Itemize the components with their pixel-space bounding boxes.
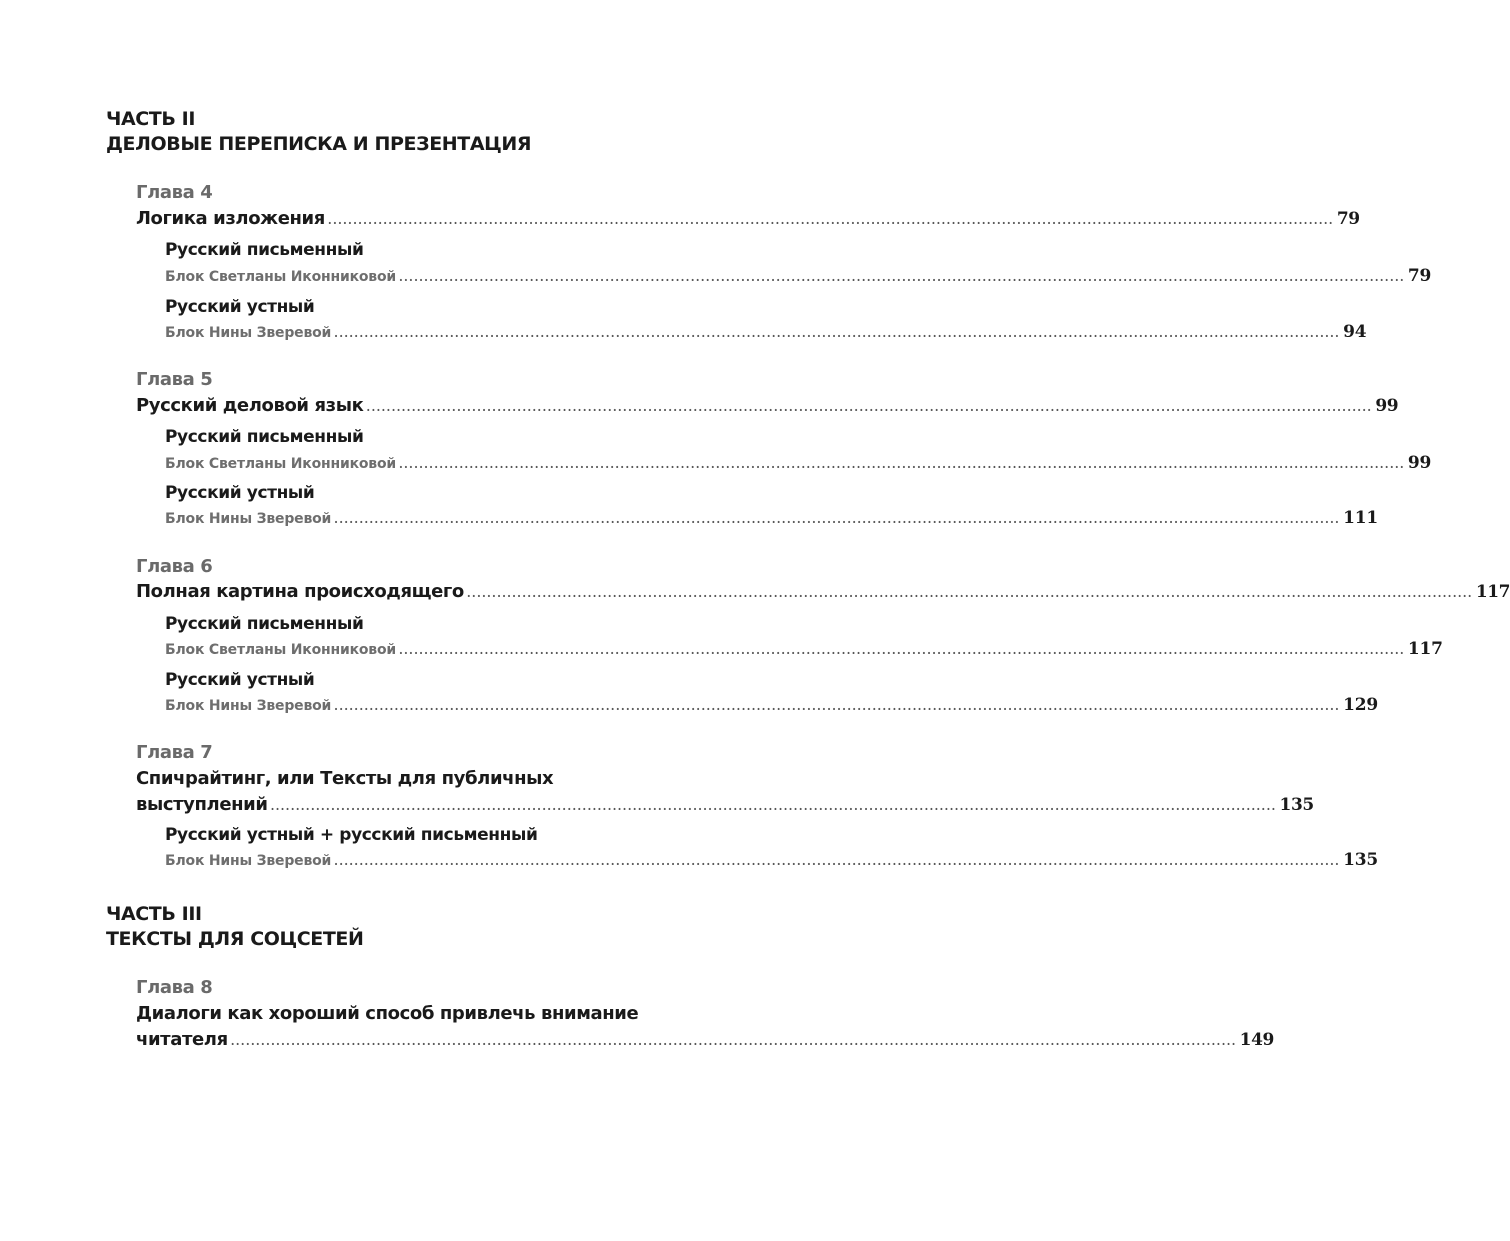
- page-number: 135: [1279, 795, 1314, 815]
- section-heading: Русский письменный: [165, 614, 364, 634]
- chapter-title-row[interactable]: [136, 207, 1360, 233]
- section-heading: Русский устный: [165, 297, 315, 317]
- chapter-label: Глава 5: [136, 369, 213, 390]
- part-title: ДЕЛОВЫЕ ПЕРЕПИСКА И ПРЕЗЕНТАЦИЯ: [106, 133, 532, 155]
- page-number: 79: [1336, 209, 1360, 229]
- block-title: Блок Нины Зверевой: [165, 511, 332, 527]
- block-row[interactable]: [165, 639, 1443, 661]
- dot-leader: ........................................................................................................................................................................................................: [334, 700, 1341, 713]
- chapter-title: Русский деловой язык: [136, 395, 364, 416]
- part-title: ТЕКСТЫ ДЛЯ СОЦСЕТЕЙ: [106, 928, 364, 950]
- page-number: 99: [1375, 396, 1399, 416]
- block-title: Блок Нины Зверевой: [165, 698, 332, 714]
- dot-leader: ........................................................................................................................................................................................................: [230, 1035, 1237, 1048]
- block-row[interactable]: [165, 453, 1432, 475]
- block-title: Блок Светланы Иконниковой: [165, 456, 396, 472]
- chapter-title-row[interactable]: [136, 580, 1510, 606]
- block-row[interactable]: [165, 695, 1378, 717]
- chapter-label: Глава 7: [136, 742, 213, 763]
- block-title: Блок Нины Зверевой: [165, 325, 332, 341]
- page-number: 129: [1343, 695, 1378, 715]
- dot-leader: ........................................................................................................................................................................................................: [398, 458, 1405, 471]
- page-number: 117: [1407, 639, 1443, 659]
- chapter-label: Глава 4: [136, 182, 213, 203]
- section-heading: Русский устный + русский письменный: [165, 825, 538, 845]
- dot-leader: ........................................................................................................................................................................................................: [327, 214, 1334, 227]
- block-row[interactable]: [165, 850, 1378, 872]
- dot-leader: ........................................................................................................................................................................................................: [366, 401, 1373, 414]
- chapter-title-line[interactable]: Диалоги как хороший способ привлечь внимание: [136, 1003, 639, 1024]
- chapter-label: Глава 6: [136, 556, 213, 577]
- chapter-title: Логика изложения: [136, 208, 325, 229]
- page-number: 135: [1343, 850, 1378, 870]
- block-title: Блок Светланы Иконниковой: [165, 642, 396, 658]
- dot-leader: ........................................................................................................................................................................................................: [334, 327, 1341, 340]
- section-heading: Русский письменный: [165, 240, 364, 260]
- section-heading: Русский письменный: [165, 427, 364, 447]
- block-title: Блок Светланы Иконниковой: [165, 269, 396, 285]
- page-number: 149: [1239, 1030, 1274, 1050]
- section-heading: Русский устный: [165, 670, 315, 690]
- page-number: 99: [1407, 453, 1432, 473]
- page-number: 79: [1407, 266, 1432, 286]
- part-label: ЧАСТЬ II: [106, 108, 195, 130]
- chapter-title: выступлений: [136, 794, 268, 815]
- chapter-title: читателя: [136, 1029, 228, 1050]
- chapter-title-line[interactable]: Спичрайтинг, или Тексты для публичных: [136, 768, 554, 789]
- part-label: ЧАСТЬ III: [106, 903, 202, 925]
- dot-leader: ........................................................................................................................................................................................................: [270, 800, 1277, 813]
- chapter-title-row[interactable]: [136, 394, 1399, 420]
- section-heading: Русский устный: [165, 483, 315, 503]
- page-number: 94: [1343, 322, 1367, 342]
- part-heading: [106, 902, 726, 952]
- dot-leader: ........................................................................................................................................................................................................: [466, 587, 1473, 600]
- dot-leader: ........................................................................................................................................................................................................: [398, 271, 1405, 284]
- dot-leader: ........................................................................................................................................................................................................: [334, 513, 1341, 526]
- chapter-title-row[interactable]: [136, 793, 1314, 819]
- chapter-title-row[interactable]: [136, 1028, 1274, 1054]
- block-row[interactable]: [165, 508, 1378, 530]
- dot-leader: ........................................................................................................................................................................................................: [398, 644, 1405, 657]
- block-row[interactable]: [165, 266, 1432, 288]
- dot-leader: ........................................................................................................................................................................................................: [334, 855, 1341, 868]
- block-title: Блок Нины Зверевой: [165, 853, 332, 869]
- block-row[interactable]: [165, 322, 1367, 344]
- chapter-label: Глава 8: [136, 977, 213, 998]
- part-heading: [106, 107, 726, 157]
- page-number: 117: [1475, 582, 1510, 602]
- page-number: 111: [1343, 508, 1378, 528]
- chapter-title: Полная картина происходящего: [136, 581, 464, 602]
